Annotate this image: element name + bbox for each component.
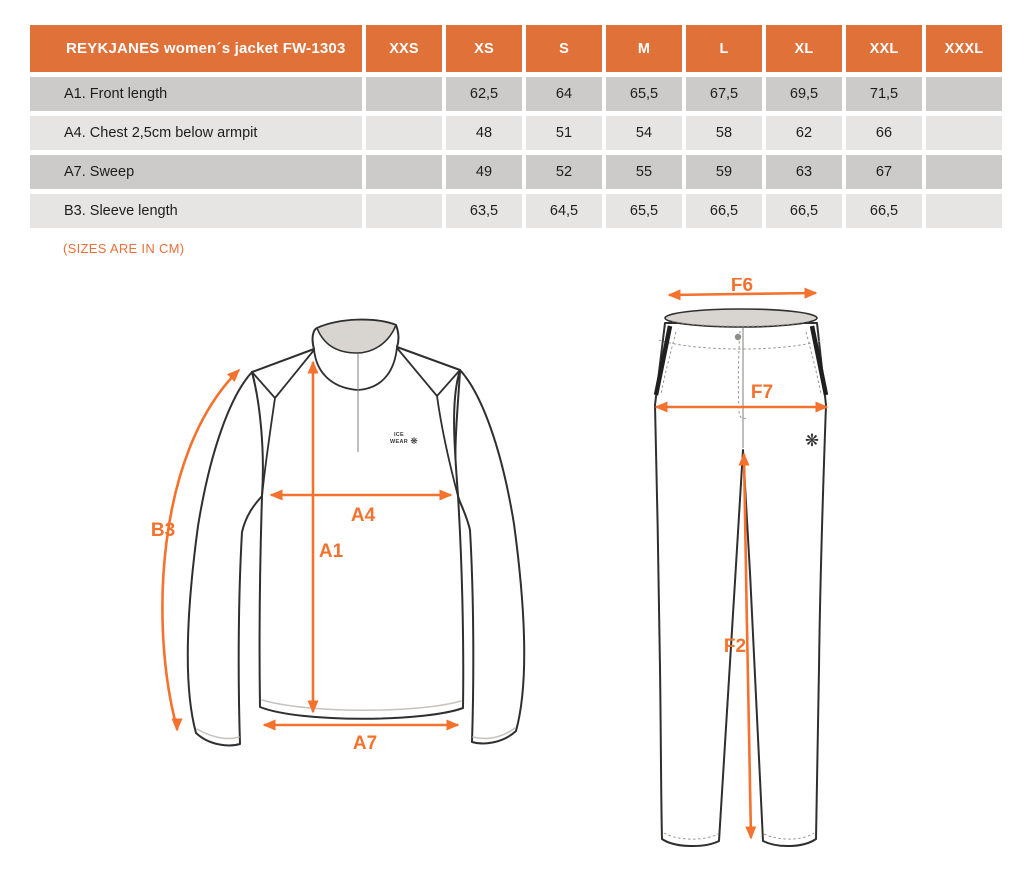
size-value-cell: 62,5	[446, 77, 522, 111]
size-value-cell: 67,5	[686, 77, 762, 111]
measure-label-a4: A4	[350, 505, 376, 526]
size-value-cell: 48	[446, 116, 522, 150]
size-value-cell: 52	[526, 155, 602, 189]
jacket-diagram	[130, 300, 560, 775]
size-header-xl: XL	[766, 25, 842, 72]
size-value-cell: 55	[606, 155, 682, 189]
brand-logo-line1: ICE	[393, 432, 405, 438]
pants-body	[655, 323, 826, 846]
measure-label-a1: A1	[318, 541, 344, 562]
table-title: REYKJANES women´s jacket FW-1303	[30, 25, 362, 72]
size-header-xxl: XXL	[846, 25, 922, 72]
size-value-cell: 49	[446, 155, 522, 189]
snowflake-icon: ❋	[804, 431, 820, 451]
size-value-cell	[366, 116, 442, 150]
measure-label-f7: F7	[750, 382, 774, 403]
size-value-cell: 66,5	[766, 194, 842, 228]
size-header-xs: XS	[446, 25, 522, 72]
size-header-m: M	[606, 25, 682, 72]
size-value-cell: 59	[686, 155, 762, 189]
size-value-cell: 62	[766, 116, 842, 150]
size-value-cell: 66	[846, 116, 922, 150]
pants-diagram	[645, 278, 835, 868]
size-value-cell: 64	[526, 77, 602, 111]
size-value-cell: 64,5	[526, 194, 602, 228]
size-value-cell	[366, 194, 442, 228]
units-note: (SIZES ARE IN CM)	[63, 241, 185, 256]
waist-button	[735, 334, 741, 340]
snowflake-icon: ❋	[410, 437, 418, 447]
size-value-cell	[366, 155, 442, 189]
size-value-cell	[926, 194, 1002, 228]
size-value-cell: 54	[606, 116, 682, 150]
size-header-xxs: XXS	[366, 25, 442, 72]
size-value-cell: 69,5	[766, 77, 842, 111]
size-value-cell	[366, 77, 442, 111]
size-value-cell	[926, 116, 1002, 150]
size-value-cell	[926, 155, 1002, 189]
measure-label-b3: B3	[150, 520, 176, 541]
measure-label-f2: F2	[723, 636, 747, 657]
row-label: A4. Chest 2,5cm below armpit	[30, 116, 362, 150]
size-value-cell: 51	[526, 116, 602, 150]
size-header-s: S	[526, 25, 602, 72]
row-label: A7. Sweep	[30, 155, 362, 189]
size-header-l: L	[686, 25, 762, 72]
size-value-cell: 67	[846, 155, 922, 189]
jacket-right-sleeve	[455, 370, 524, 743]
size-value-cell: 71,5	[846, 77, 922, 111]
size-value-cell	[926, 77, 1002, 111]
brand-logo-line2: WEAR	[389, 439, 409, 445]
size-value-cell: 66,5	[846, 194, 922, 228]
size-header-xxxl: XXXL	[926, 25, 1002, 72]
size-table	[30, 25, 1002, 228]
size-value-cell: 63,5	[446, 194, 522, 228]
size-value-cell: 63	[766, 155, 842, 189]
size-value-cell: 65,5	[606, 194, 682, 228]
measure-label-a7: A7	[352, 733, 378, 754]
size-value-cell: 58	[686, 116, 762, 150]
size-value-cell: 65,5	[606, 77, 682, 111]
size-value-cell: 66,5	[686, 194, 762, 228]
pants-waist-top	[665, 309, 817, 327]
measure-label-f6: F6	[730, 278, 754, 296]
row-label: B3. Sleeve length	[30, 194, 362, 228]
row-label: A1. Front length	[30, 77, 362, 111]
